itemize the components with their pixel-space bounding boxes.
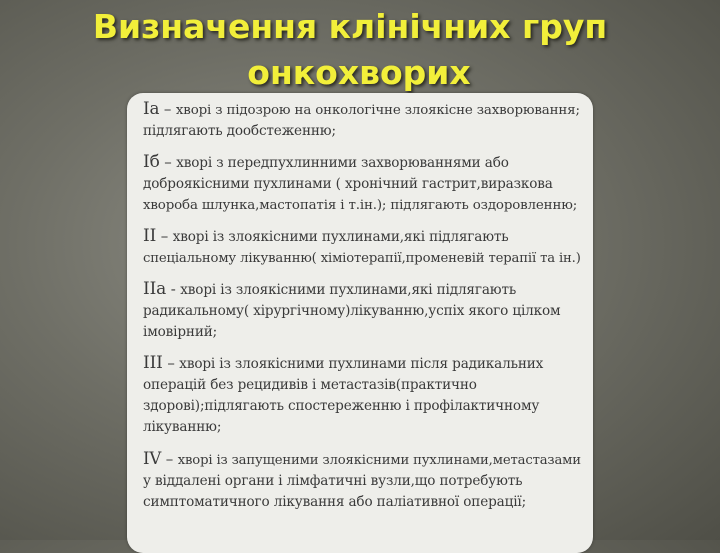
group-text: хвороба шлунка,мастопатія і т.ін.); підлягають оздоровленню; [143, 198, 578, 213]
slide-title [0, 4, 720, 96]
group-text: хворі із злоякісними пухлинами,які підлягають [172, 229, 509, 245]
group-code: ІІІ [143, 353, 163, 373]
slide-title-line-2: онкохворих [247, 53, 471, 92]
group-text: доброякісними пухлинами ( хронічний гастрит,виразкова [143, 176, 553, 192]
group-dash: - [166, 280, 181, 298]
group-first-line [143, 152, 583, 174]
group-text: здорові);підлягають спостереженню і профілактичному [143, 398, 540, 414]
group-item-iia [143, 279, 583, 343]
group-text: лікуванню; [143, 419, 222, 435]
group-dash: – [156, 227, 173, 245]
group-text: радикальному( хірургічному)лікуванню,успіх якого цілком [143, 303, 561, 319]
group-item-iv [143, 448, 583, 513]
group-item-ia [143, 98, 583, 142]
group-text: імовірний; [143, 324, 218, 340]
group-item-ii [143, 226, 583, 269]
content-card [127, 93, 593, 553]
group-dash: – [159, 153, 177, 171]
group-text: хворі з передпухлинними захворюваннями або [176, 155, 509, 171]
group-text: хворі з підозрою на онкологічне злоякісне захворювання; [175, 103, 580, 118]
group-code: Іб [143, 152, 160, 172]
group-text: операцій без рецидивів і метастазів(практично [143, 377, 477, 393]
slide-title-line-1: Визначення клінічних груп [92, 7, 608, 46]
group-first-line [143, 353, 583, 375]
group-first-line [143, 279, 583, 301]
group-text: симптоматичного лікування або паліативної операції; [143, 494, 527, 510]
group-dash: – [161, 450, 178, 468]
group-text: хворі із запущеними злоякісними пухлинами,метастазами [177, 453, 581, 468]
group-item-ib [143, 152, 583, 216]
group-dash: – [162, 354, 180, 372]
group-item-iii [143, 353, 583, 438]
group-code: ІІ [143, 226, 157, 246]
group-text: спеціальному лікуванню( хіміотерапії,променевій терапії та ін.) [143, 251, 581, 266]
group-first-line [143, 98, 583, 121]
group-dash: – [159, 100, 176, 118]
group-code: ІV [143, 449, 162, 468]
group-first-line [143, 448, 583, 471]
group-code: Іа [143, 98, 160, 118]
group-text: у віддалені органи і лімфатичні вузли,що потребують [143, 473, 523, 489]
group-text: підлягають дообстеженню; [143, 123, 336, 139]
group-first-line [143, 226, 583, 248]
group-code: ІІа [143, 279, 167, 299]
group-text: хворі із злоякісними пухлинами,які підлягають [180, 282, 517, 298]
group-text: хворі із злоякісними пухлинами після радикальних [179, 356, 544, 372]
